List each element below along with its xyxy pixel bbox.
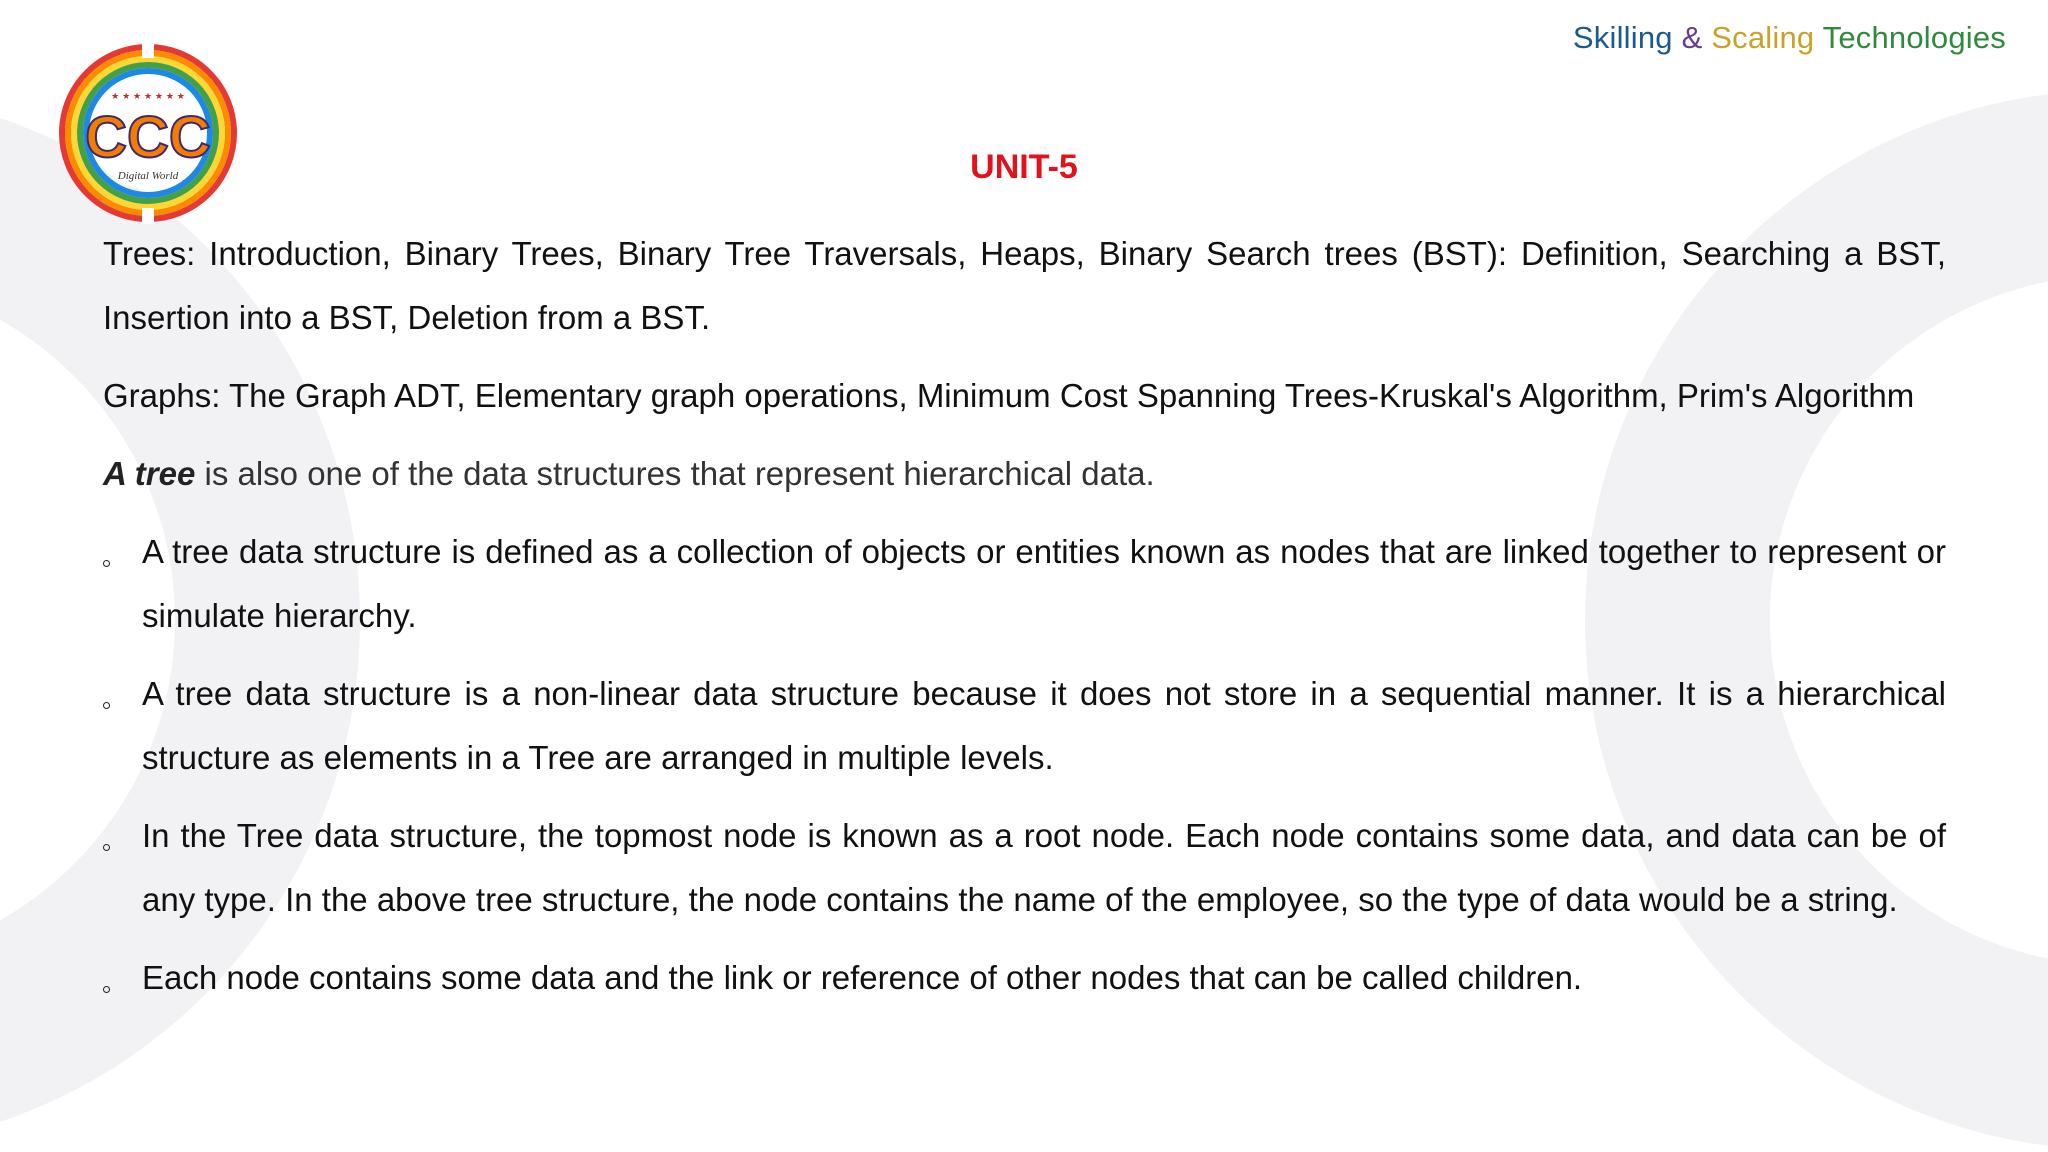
logo-subtext: Digital World xyxy=(117,170,179,182)
syllabus-graphs: Graphs: The Graph ADT, Elementary graph operations, Minimum Cost Spanning Trees-Kruskal's Algorithm, Prim's Algorithm xyxy=(103,377,1915,414)
list-item-text: A tree data structure is defined as a collection of objects or entities known as nodes that are linked together to represent or simulate hierarchy. xyxy=(142,533,1946,634)
svg-text:★ ★ ★ ★ ★ ★ ★: ★ ★ ★ ★ ★ ★ ★ xyxy=(111,92,185,102)
definition-text: is also one of the data structures that represent hierarchical data. xyxy=(195,455,1155,492)
tagline-technologies: Technologies xyxy=(1822,20,2006,55)
list-item-text: A tree data structure is a non-linear data structure because it does not store in a sequential manner. It is a hierarchical structure as elements in a Tree are arranged in multiple levels. xyxy=(142,675,1946,776)
bullet-icon xyxy=(103,560,110,567)
definition-term: A tree xyxy=(103,455,196,492)
tagline xyxy=(1573,20,2006,56)
tagline-ampersand: & xyxy=(1681,20,1703,55)
bullet-icon xyxy=(103,702,110,709)
bullet-icon xyxy=(103,986,110,993)
page-title: UNIT-5 xyxy=(970,148,1078,186)
tagline-scaling: Scaling xyxy=(1711,20,1815,55)
syllabus-trees: Trees: Introduction, Binary Trees, Binary Tree Traversals, Heaps, Binary Search trees (BST): Definition, Searching a BST, Insertion into a BST, Deletion from a BST. xyxy=(103,235,1946,336)
list-item-text: Each node contains some data and the link or reference of other nodes that can be called children. xyxy=(142,959,1583,996)
list-item xyxy=(103,804,1946,932)
ccc-logo xyxy=(48,42,248,224)
tagline-skilling: Skilling xyxy=(1572,20,1673,55)
list-item-text: In the Tree data structure, the topmost node is known as a root node. Each node contains some data, and data can be of any type. In the above tree structure, the node contains the name of the employee, so the type of data would be a string. xyxy=(142,817,1946,918)
list-item xyxy=(103,946,1946,1010)
list-item xyxy=(103,520,1946,648)
bullet-list xyxy=(103,520,1946,1010)
content-body xyxy=(103,222,1946,1024)
tree-definition xyxy=(103,442,1946,506)
list-item xyxy=(103,662,1946,790)
bullet-icon xyxy=(103,844,110,851)
logo-text: CCC xyxy=(85,105,211,170)
